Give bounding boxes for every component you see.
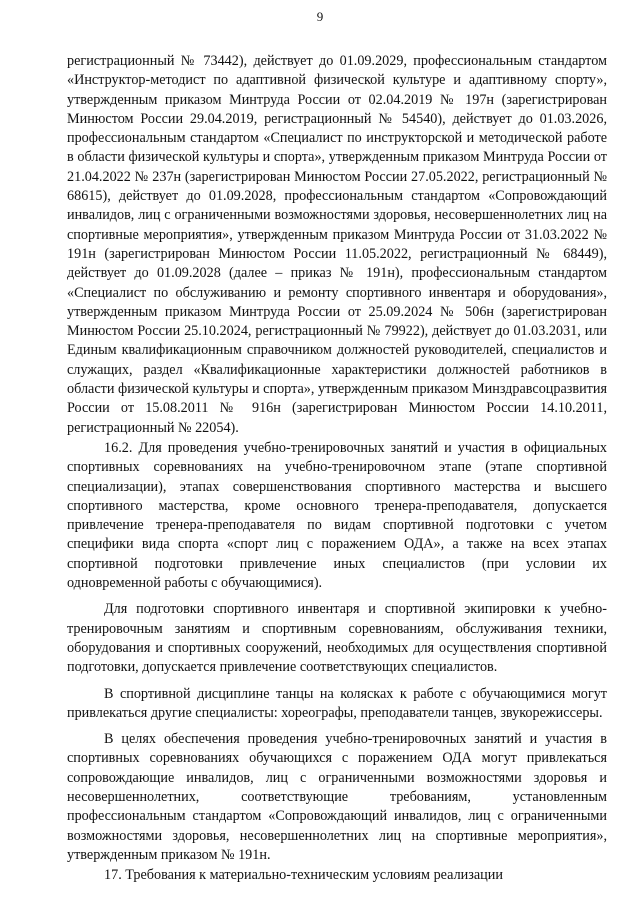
- page-number: 9: [316, 9, 324, 24]
- paragraph-17-heading: 17. Требования к материально-техническим условиям реализации: [104, 867, 503, 884]
- document-body: [67, 52, 607, 885]
- paragraph-equipment-specialists: Для подготовки спортивного инвентаря и спортивной экипировки к учебно-тренировочным занятиям и спортивным соревнованиям, обслуживания техники, оборудования и спортивных сооружений, необходимых для осуществления спортивной подготовки, допускается привлечение соответствующих специалистов.: [67, 601, 607, 676]
- paragraph-escorts: В целях обеспечения проведения учебно-тренировочных занятий и участия в спортивных соревнованиях обучающихся с поражением ОДА могут привлекаться сопровождающие инвалидов, лиц с ограниченными возможностями здоровья и несовершеннолетних, соответствующие требованиям, установленным профессиональным стандартом «Сопровождающий инвалидов, лиц с ограниченными возможностями здоровья, несовершеннолетних лиц на спортивные мероприятия», утвержденным приказом № 191н.: [67, 731, 607, 863]
- paragraph-wheelchair-dance: В спортивной дисциплине танцы на колясках к работе с обучающимися могут привлекаться другие специалисты: хореографы, преподаватели танцев, звукорежиссеры.: [67, 685, 607, 721]
- paragraph-continuation: регистрационный № 73442), действует до 01.09.2029, профессиональным стандартом «Инструктор-методист по адаптивной физической культуре и адаптивному спорту», утвержденным приказом Минтруда России от 02.04.2019 № 197н (зарегистрирован Минюстом России 29.04.2019, регистрационный № 54540), действует до 01.03.2026, профессиональным стандартом «Специалист по инструкторской и методической работе в области физической культуры и спорта», утвержденным приказом Минтруда России от 21.04.2022 № 237н (зарегистрирован Минюстом России 27.05.2022, регистрационный № 68615), действует до 01.09.2028, профессиональным стандартом «Сопровождающий инвалидов, лиц с ограниченными возможностями здоровья, несовершеннолетних лиц на спортивные мероприятия», утвержденным приказом Минтруда России от 31.03.2022 № 191н (зарегистрирован Минюстом России 11.05.2022, регистрационный № 68449), действует до 01.09.2028 (далее – приказ № 191н), профессиональным стандартом «Специалист по обслуживанию и ремонту спортивного инвентаря и оборудования», утвержденным приказом Минтруда России от 25.09.2024 № 506н (зарегистрирован Минюстом России 25.10.2024, регистрационный № 79922), действует до 01.03.2031, или Единым квалификационным справочником должностей руководителей, специалистов и служащих, раздел «Квалификационные характеристики должностей работников в области физической культуры и спорта», утвержденным приказом Минздравсоцразвития России от 15.08.2011 № 916н (зарегистрирован Минюстом России 14.10.2011, регистрационный № 22054).: [67, 53, 607, 436]
- paragraph-16-2: 16.2. Для проведения учебно-тренировочных занятий и участия в официальных спортивных соревнованиях на учебно-тренировочном этапе (этапе спортивной специализации), этапах совершенствования спортивного мастерства и высшего спортивного мастерства, кроме основного тренера-преподавателя, допускается привлечение тренера-преподавателя по видам спортивной подготовки с учетом специфики вида спорта «спорт лиц с поражением ОДА», а также на всех этапах спортивной подготовки привлечение иных специалистов (при условии их одновременной работы с обучающимися).: [67, 439, 607, 592]
